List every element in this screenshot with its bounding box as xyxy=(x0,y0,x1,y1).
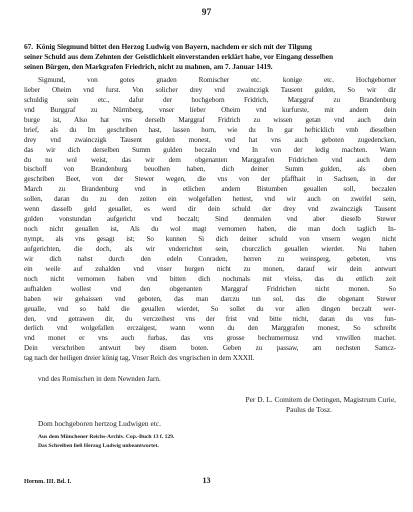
body-line: wenn dasselb geld geuallet, es werd dir dein schuld der drey vnd zwainczigk Tausent xyxy=(24,205,396,214)
body-line: aufhalden wollest vnd den obgenanten Marggraf Fridrichen nicht monen. So xyxy=(24,284,396,293)
signature-line-1: Per D. L. Comitem de Oetingen, Magistrum Curie, xyxy=(245,395,396,404)
body-line: derlich vnd wolgefallen erczaigest, wann wenn du den Marggrafen monest, So schreibt xyxy=(24,324,396,333)
body-line: geschriben Beet, von der Stewer wegen, die vns von der pfaffhait in Sachsen, in der xyxy=(24,175,396,184)
document-number: 67. xyxy=(24,42,34,51)
address-line: Dom hochgeboren hertzog Ludwigen etc. xyxy=(38,419,161,428)
body-line: wir dich nahst durch den edeln Conraden, herren zu weinsperg, gebeten, vns xyxy=(24,254,396,263)
body-line: burge ist, Also hat vns derselb Marggraf Fridrich zu wissen getan vnd auch dein xyxy=(24,115,396,124)
body-line: das wir dich derselben Summ gulden beczaln vnd In von der ledig machten. Wann xyxy=(24,145,396,154)
heading-text-1: König Siegmund bittet den Herzog Ludwig von Bayern, nachdem er sich mit der Tilgung xyxy=(36,42,312,51)
body-line: sollen, daran du zu den zeiten ein wolgefallen hettest, vnd wir auch on zweifel sein, xyxy=(24,195,396,204)
body-line: bischoff von Brandenburg beuolhen haben, dich deiner Summ gulden, als oben xyxy=(24,165,396,174)
body-line: vnd monet er vns auch furbas, das vns grosse bechumernusz vnd vnwillen machet. xyxy=(24,334,396,343)
body-line: den, vnd getrawen dir, du verczeihest vns der frist vnd bitte nicht, daran du vns fun- xyxy=(24,314,396,323)
body-line: lieber Oheim vnd furst. Von solicher drey vnd zwainczigk Tausent gulden, So wir dir xyxy=(24,85,396,94)
dating-line: vnd des Romischen in dem Newnden Jarn. xyxy=(38,375,161,383)
body-line: vnd Burggraf zu Nürmberg, vnser lieber Oheim vnd kurfurste, mit andern dein xyxy=(24,105,396,114)
body-line: geualle, vnd so bald die geuallen wierdet, So sollet du vor allen dingen beczalt wer- xyxy=(24,304,396,313)
signature-line-2: Paulus de Tosz. xyxy=(286,404,332,414)
document-heading xyxy=(24,42,396,72)
heading-line-1 xyxy=(24,42,396,52)
letter-body xyxy=(24,76,396,364)
footer-reference: Hornm. III. Bd. I. xyxy=(24,478,72,485)
body-line: tag nach der heiligen dreier könig tag, Vnser Reich des vngrischen in dem XXXII. xyxy=(24,354,255,363)
body-line: drey vnd zwainczigk Tausent gulden monest, vnd hat vns auch geboten zugedencken, xyxy=(24,135,396,144)
body-line: Dein verschriben antwurt bey disem boten. Geben zu passaw, am nechsten Samcz- xyxy=(24,344,396,353)
body-line: Sigmund, von gotes gnaden Romischer etc. konige etc. Hochgeborner xyxy=(38,76,396,84)
body-line: aufgerichten, die doch, als wir vnderrichtet sein, churczlich geuallen wierdet. Nu haben xyxy=(24,244,396,253)
body-line: brief, als du Im geschriben hast, lassen horn, wie du In gar hefticklich vmb dieselben xyxy=(24,125,396,134)
source-note: Aus dem Münchener Reichs-Archiv. Cop.-Buch 13 f. 129. xyxy=(38,434,175,440)
page-number: 97 xyxy=(201,8,212,18)
body-line: schuldig sein etc., dafur der hochgeborn Fridrich, Marggraf zu Brandenburg xyxy=(24,95,396,104)
body-line: nympt, als vns gesagt ist; So kunnen Si dich deiner schuld von vnsern wegen nicht xyxy=(24,235,396,243)
body-line: March zu Brandenburg vnd in etlichen andern Bistumben geuallen soll, beczalen xyxy=(24,185,396,194)
editor-note: Das Schreiben ließ Herzog Ludwig unbeantwortet. xyxy=(38,443,159,449)
body-line: noch nicht vernomen haben vnd bitten dich nochmals mit vleiss, das du ettlich zeit xyxy=(24,274,396,283)
heading-line-2: seiner Schuld aus dem Zehnten der Geistlichkeit einverstanden erklärt habe, vor Eingang desselben xyxy=(24,52,334,61)
body-line: ein weile auf zuhalden vnd vnser burgen nicht zu monen, darauf wir dein antwurt xyxy=(24,264,396,273)
body-line: gulden vonstundan aufgericht vnd beczalt; Sind denmalen vnd aber dieselb Stewer xyxy=(24,215,396,224)
body-line: haben wir gehaissen vnd geboten, das man darczu tun sol, das die obgenant Stewer xyxy=(24,294,396,303)
signature-mark: 13 xyxy=(202,476,211,485)
body-line: du nu wol weist, das wir dem obgenanten Marggrafen Fridrichen vnd auch dem xyxy=(24,155,396,164)
heading-line-3: seinen Bürgen, den Markgrafen Friedrich, nicht zu mahnen, am 7. Januar 1419. xyxy=(24,62,273,71)
signature-block xyxy=(200,395,396,415)
body-line: noch nicht geuallen ist, Als du wol magt vernomen haben, die man doch taglich In- xyxy=(24,225,396,234)
